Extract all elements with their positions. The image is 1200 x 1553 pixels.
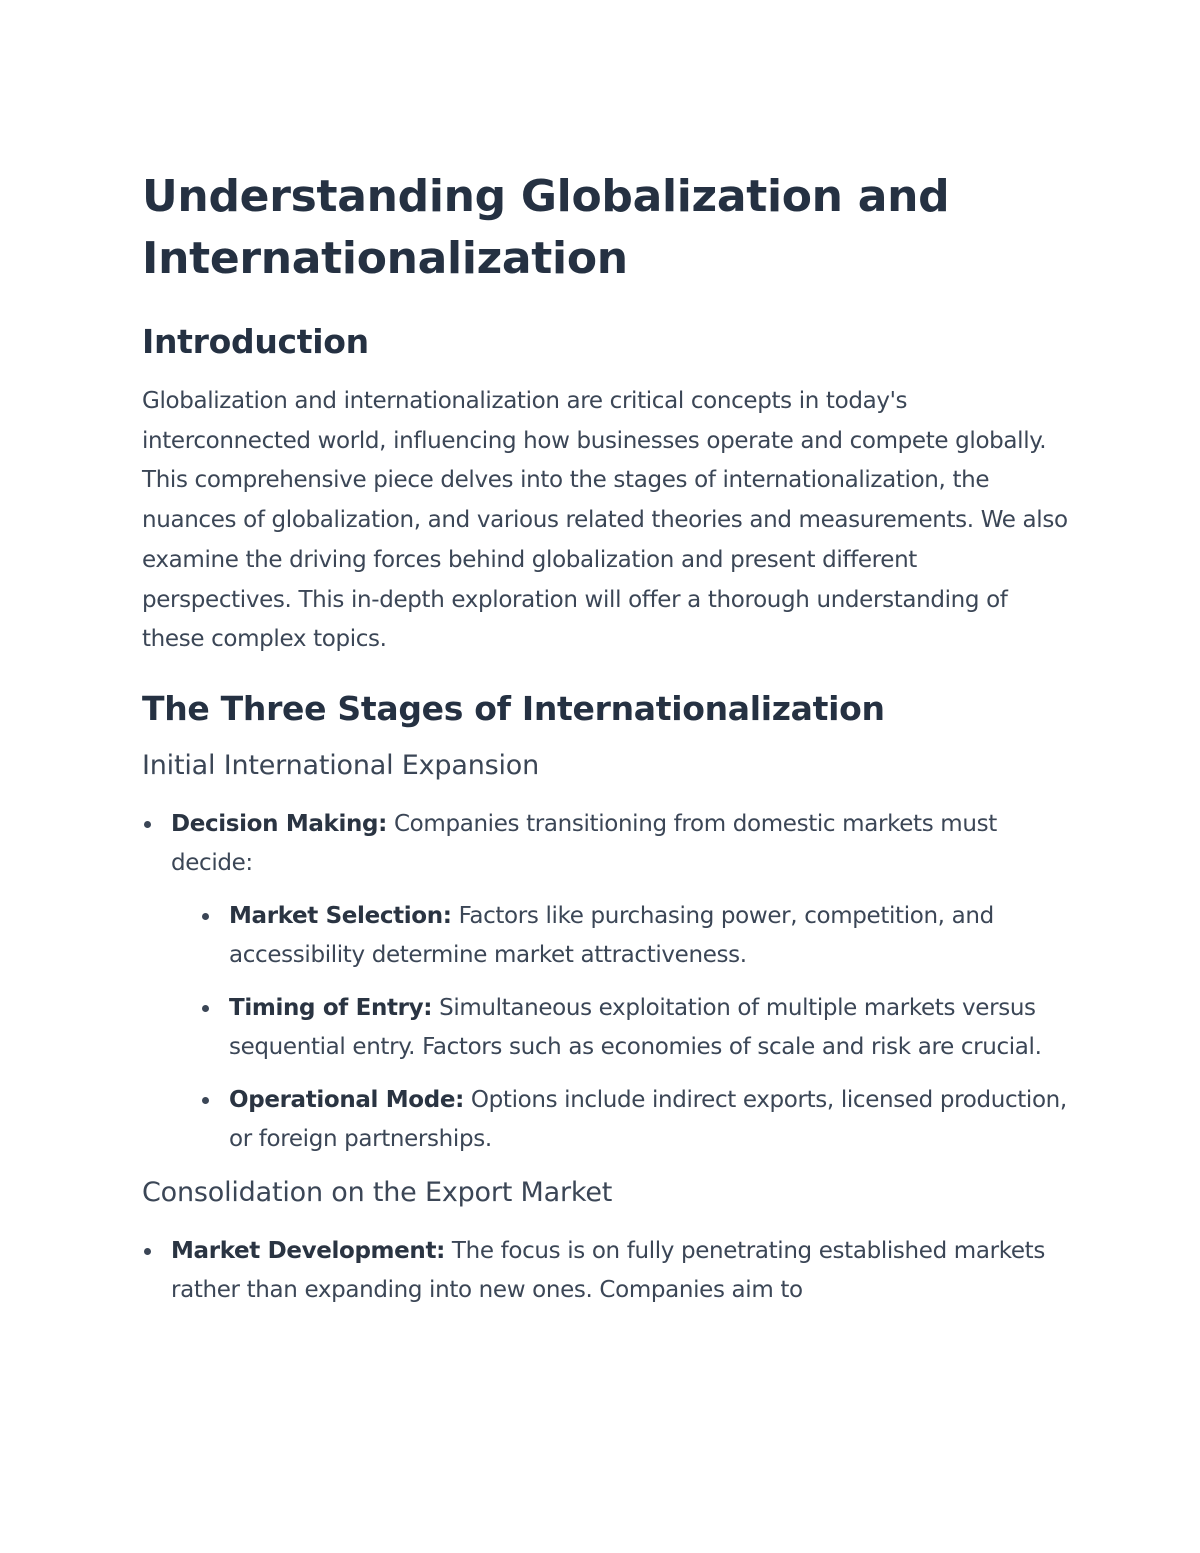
- list-item-text: Factors like purchasing power, competition, and accessibility determine market attractiveness.: [229, 902, 994, 969]
- introduction-paragraph: Globalization and internationalization are critical concepts in today's interconnected world, influencing how businesses operate and compete globally. This comprehensive piece delves into the stages of internationalization, the nuances of globalization, and various related theories and measurements. We also examine the driving forces behind globalization and present different perspectives. This in-depth exploration will offer a thorough understanding of these complex topics.: [142, 388, 1068, 653]
- list-item-decision-making: [142, 805, 1072, 1160]
- list-item-term: Timing of Entry:: [229, 994, 433, 1021]
- list-item-market-selection: [200, 897, 1072, 976]
- initial-expansion-heading: Initial International Expansion: [142, 749, 540, 781]
- bullet-icon: [144, 1248, 151, 1255]
- decision-sublist: [171, 897, 1072, 1160]
- list-item-term: Decision Making:: [171, 810, 387, 837]
- stages-heading: The Three Stages of Internationalization: [142, 688, 885, 728]
- list-item-market-development: [142, 1232, 1072, 1311]
- bullet-icon: [144, 821, 151, 828]
- list-item-term: Operational Mode:: [229, 1086, 464, 1113]
- document-content: [142, 166, 1072, 1311]
- list-item-text: Companies transitioning from domestic markets must decide:: [171, 810, 997, 877]
- bullet-icon: [202, 1005, 209, 1012]
- list-item-term: Market Selection:: [229, 902, 452, 929]
- document-title: Understanding Globalization and Internationalization: [142, 171, 950, 284]
- list-item-term: Market Development:: [171, 1237, 445, 1264]
- list-item-text: The focus is on fully penetrating established markets rather than expanding into new ones. Companies aim to: [171, 1237, 1045, 1304]
- initial-expansion-list: [142, 805, 1072, 1160]
- list-item-text: Simultaneous exploitation of multiple markets versus sequential entry. Factors such as economies of scale and risk are crucial.: [229, 994, 1042, 1061]
- list-item-timing-of-entry: [200, 989, 1072, 1068]
- introduction-heading: Introduction: [142, 322, 369, 361]
- consolidation-heading: Consolidation on the Export Market: [142, 1176, 613, 1208]
- list-item-operational-mode: [200, 1081, 1072, 1160]
- list-item-text: Options include indirect exports, licensed production, or foreign partnerships.: [229, 1086, 1067, 1153]
- consolidation-list: [142, 1232, 1072, 1311]
- bullet-icon: [202, 913, 209, 920]
- bullet-icon: [202, 1097, 209, 1104]
